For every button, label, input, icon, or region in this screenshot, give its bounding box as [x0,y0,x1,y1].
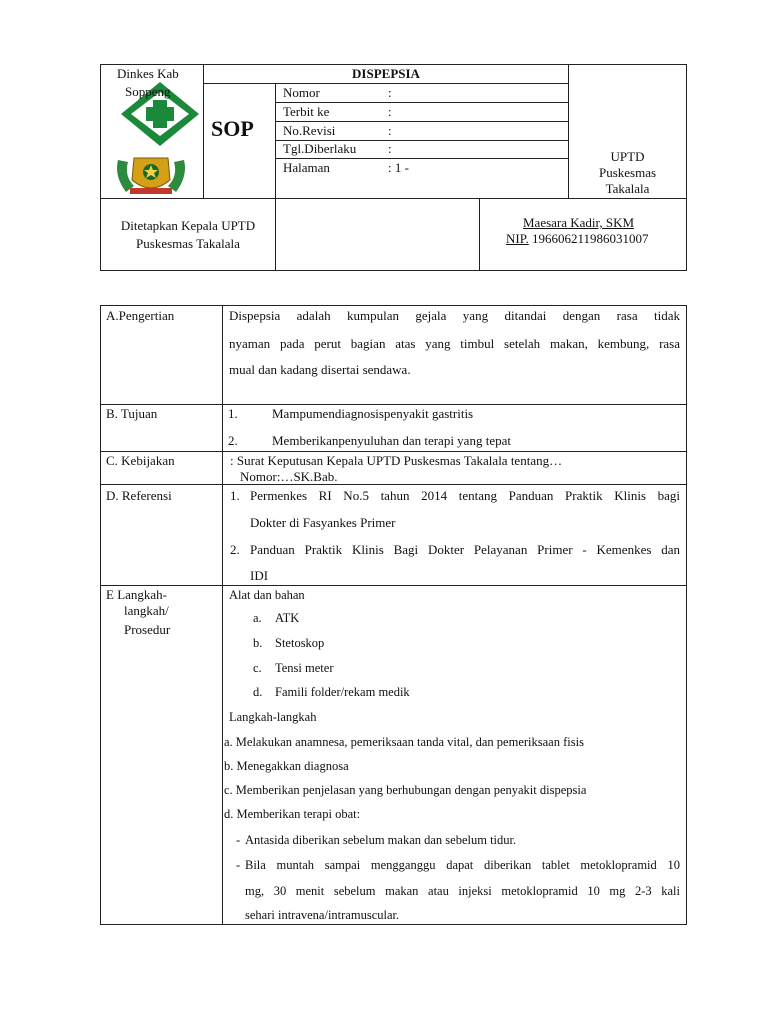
field-nomor-value: : [388,85,392,100]
alat-heading: Alat dan bahan [229,588,305,602]
field-tgl-label: Tgl.Diberlaku [283,141,357,156]
document-title: DISPEPSIA [352,66,420,81]
referensi-num: 1. [230,488,240,503]
alat-text: Tensi meter [275,661,334,675]
referensi-line: IDI [250,568,269,583]
ditetapkan-line1: Ditetapkan Kepala UPTD [120,218,256,233]
ditetapkan-line2: Puskesmas Takalala [136,236,240,251]
section-label-prosedur-1: E Langkah- [106,587,168,602]
terapi-line: sehari intravena/intramuscular. [245,908,400,922]
signer-name: Maesara Kadir, SKM [523,215,635,230]
field-revisi-label: No.Revisi [283,123,336,138]
tujuan-num: 2. [228,433,238,448]
referensi-line: Panduan Praktik Klinis Bagi Dokter Pelayanan Primer - Kemenkes dan [250,542,680,557]
referensi-line: Dokter di Fasyankes Primer [250,515,396,530]
field-tgl-value: : [388,141,392,156]
section-label-tujuan: B. Tujuan [106,406,158,421]
field-nomor-label: Nomor [283,85,320,100]
kebijakan-line1: : Surat Keputusan Kepala UPTD Puskesmas Takalala tentang… [230,453,563,468]
field-halaman-value: : 1 - [388,160,409,175]
section-label-prosedur-3: Prosedur [124,622,171,637]
field-terbit-value: : [388,104,392,119]
signer-nip [506,231,649,247]
step-item: c. Memberikan penjelasan yang berhubungan dengan penyakit dispepsia [224,783,587,797]
terapi-dash: - [236,858,241,872]
referensi-line: Permenkes RI No.5 tahun 2014 tentang Panduan Praktik Klinis bagi [250,488,680,503]
terapi-dash: - [236,833,241,847]
field-terbit-label: Terbit ke [283,104,330,119]
sop-label: SOP [211,116,254,141]
tujuan-text: Mampumendiagnosispenyakit gastritis [272,406,474,421]
field-halaman-label: Halaman [283,160,330,175]
alat-text: Stetoskop [275,636,325,650]
terapi-line: Antasida diberikan sebelum makan dan sebelum tidur. [245,833,517,847]
nip-value: 196606211986031007 [528,231,649,246]
section-label-prosedur-2: langkah/ [124,603,169,618]
section-label-pengertian: A.Pengertian [106,308,175,323]
dinkes-line1: Dinkes Kab [117,66,179,81]
kebijakan-line2: Nomor:…SK.Bab. [240,469,338,484]
referensi-num: 2. [230,542,240,557]
alat-text: ATK [275,611,300,625]
langkah-heading: Langkah-langkah [229,710,317,724]
nip-label: NIP. [506,231,529,246]
pengertian-line: Dispepsia adalah kumpulan gejala yang ditandai dengan rasa tidak [229,308,680,323]
section-label-kebijakan: C. Kebijakan [106,453,175,468]
pengertian-line: nyaman pada perut bagian atas yang timbul setelah makan, kembung, rasa [229,336,680,351]
soppeng-emblem-icon [112,150,190,198]
field-revisi-value: : [388,123,392,138]
alat-letter: d. [253,685,263,699]
tujuan-num: 1. [228,406,238,421]
uptd-line3: Takalala [605,181,650,196]
alat-letter: a. [253,611,262,625]
step-item: a. Melakukan anamnesa, pemeriksaan tanda vital, dan pemeriksaan fisis [224,735,584,749]
terapi-line: Bila muntah sampai mengganggu dapat diberikan tablet metoklopramid 10 [245,858,680,872]
section-label-referensi: D. Referensi [106,488,172,503]
terapi-line: mg, 30 menit sebelum makan atau injeksi metoklopramid 10 mg 2-3 kali [245,884,680,898]
pengertian-line: mual dan kadang disertai sendawa. [229,362,411,377]
uptd-line2: Puskesmas [598,165,657,180]
alat-text: Famili folder/rekam medik [275,685,410,699]
alat-letter: b. [253,636,263,650]
alat-letter: c. [253,661,262,675]
tujuan-text: Memberikanpenyuluhan dan terapi yang tepat [272,433,511,448]
step-item: d. Memberikan terapi obat: [224,807,361,821]
uptd-line1: UPTD [610,149,645,164]
dinkes-line2: Soppeng [125,84,171,99]
step-item: b. Menegakkan diagnosa [224,759,349,773]
